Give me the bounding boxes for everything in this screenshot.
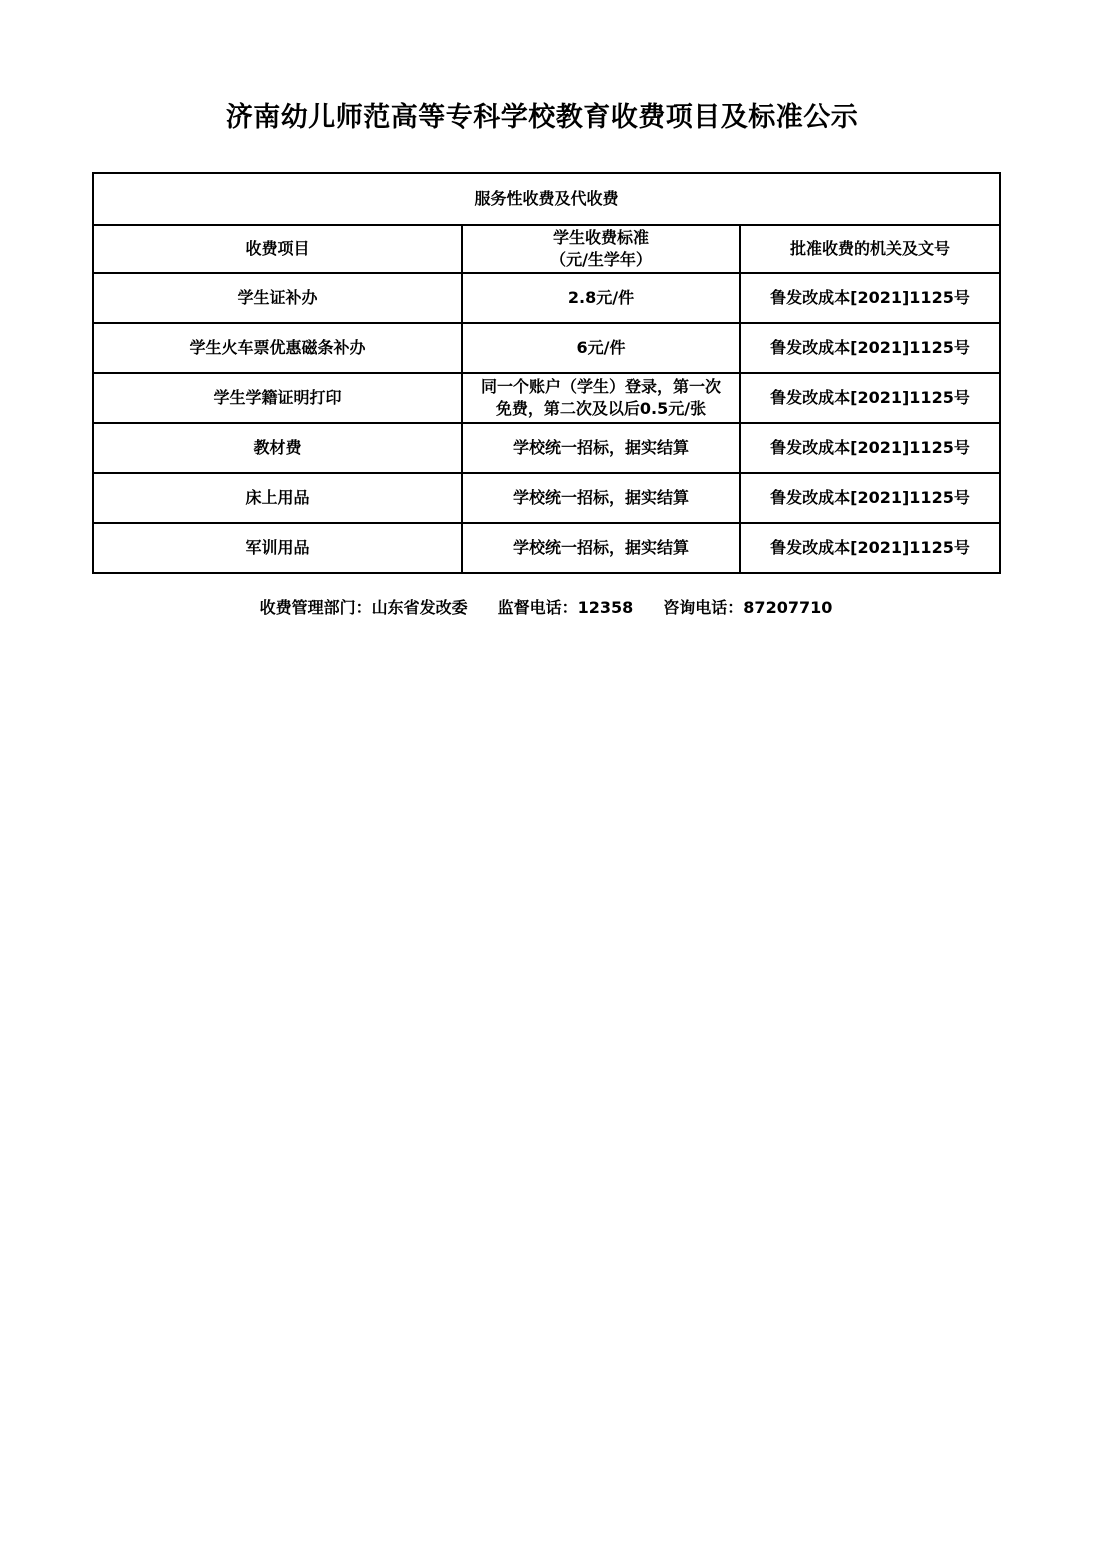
header-standard-line2: （元/生学年） bbox=[550, 250, 652, 269]
table-row bbox=[93, 373, 1000, 423]
cell-standard bbox=[462, 373, 740, 423]
footer-supervision-phone: 监督电话：12358 bbox=[497, 598, 634, 617]
cell-item: 床上用品 bbox=[93, 473, 462, 523]
table-row bbox=[93, 273, 1000, 323]
page-title: 济南幼儿师范高等专科学校教育收费项目及标准公示 bbox=[225, 102, 859, 133]
fee-table bbox=[92, 172, 1001, 574]
cell-authority: 鲁发改成本[2021]1125号 bbox=[740, 523, 1000, 573]
cell-standard-line2: 免费，第二次及以后0.5元/张 bbox=[495, 399, 707, 418]
cell-standard: 2.8元/件 bbox=[462, 273, 740, 323]
cell-item: 学生学籍证明打印 bbox=[93, 373, 462, 423]
header-standard bbox=[462, 225, 740, 273]
cell-standard: 6元/件 bbox=[462, 323, 740, 373]
cell-item: 军训用品 bbox=[93, 523, 462, 573]
cell-standard: 学校统一招标，据实结算 bbox=[462, 423, 740, 473]
cell-authority: 鲁发改成本[2021]1125号 bbox=[740, 423, 1000, 473]
cell-authority: 鲁发改成本[2021]1125号 bbox=[740, 273, 1000, 323]
footer-inquiry-phone: 咨询电话：87207710 bbox=[663, 598, 833, 617]
cell-authority: 鲁发改成本[2021]1125号 bbox=[740, 373, 1000, 423]
table-section-row bbox=[93, 173, 1000, 225]
cell-standard: 学校统一招标，据实结算 bbox=[462, 473, 740, 523]
header-standard-line1: 学生收费标准 bbox=[552, 228, 649, 247]
cell-authority: 鲁发改成本[2021]1125号 bbox=[740, 323, 1000, 373]
cell-authority: 鲁发改成本[2021]1125号 bbox=[740, 473, 1000, 523]
section-title: 服务性收费及代收费 bbox=[93, 173, 1000, 225]
footer-contact-line bbox=[0, 596, 1092, 620]
table-row bbox=[93, 423, 1000, 473]
cell-item: 教材费 bbox=[93, 423, 462, 473]
header-authority: 批准收费的机关及文号 bbox=[740, 225, 1000, 273]
cell-standard: 学校统一招标，据实结算 bbox=[462, 523, 740, 573]
footer-department: 收费管理部门：山东省发改委 bbox=[259, 598, 468, 617]
table-row bbox=[93, 323, 1000, 373]
cell-item: 学生证补办 bbox=[93, 273, 462, 323]
table-row bbox=[93, 473, 1000, 523]
cell-item: 学生火车票优惠磁条补办 bbox=[93, 323, 462, 373]
header-item: 收费项目 bbox=[93, 225, 462, 273]
table-row bbox=[93, 523, 1000, 573]
table-header-row bbox=[93, 225, 1000, 273]
cell-standard-line1: 同一个账户（学生）登录，第一次 bbox=[480, 377, 721, 396]
